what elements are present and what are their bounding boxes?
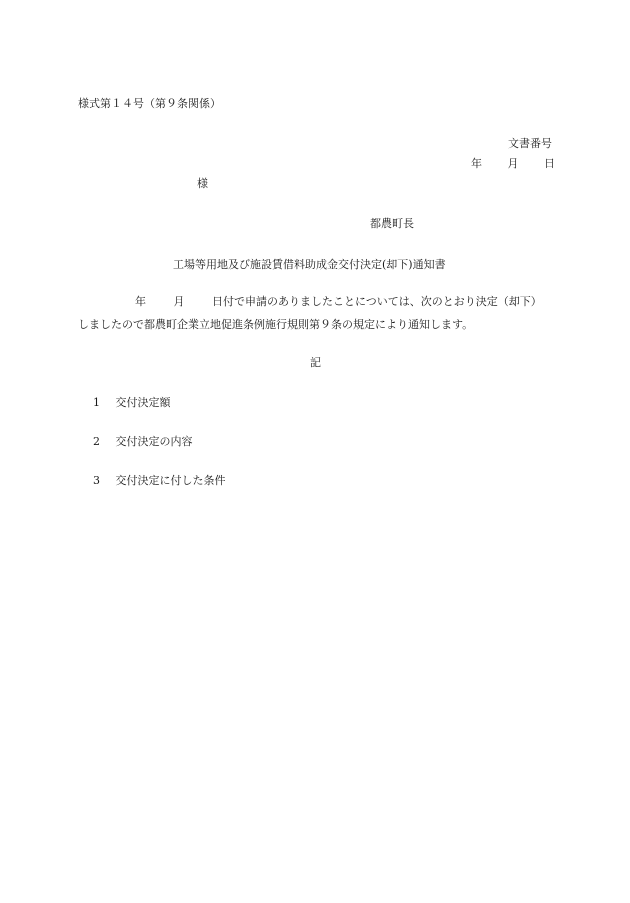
date-month: 月	[507, 157, 519, 170]
list-item	[93, 436, 193, 447]
item-number: 1	[93, 396, 100, 409]
document-number-label: 文書番号	[508, 137, 552, 150]
addressee-suffix: 様	[197, 177, 208, 190]
item-number: 2	[93, 435, 100, 448]
item-label: 交付決定の内容	[115, 435, 193, 448]
item-number: 3	[93, 474, 100, 487]
form-number: 様式第１４号（第９条関係）	[78, 97, 221, 110]
item-label: 交付決定に付した条件	[115, 474, 226, 487]
document-title: 工場等用地及び施設賃借料助成金交付決定(却下)通知書	[173, 258, 446, 271]
item-label: 交付決定額	[115, 396, 171, 409]
list-item	[93, 475, 226, 486]
issuer-name: 都農町長	[370, 217, 414, 230]
body-month: 月	[173, 295, 185, 308]
issue-date	[471, 158, 555, 169]
body-line-1	[135, 296, 542, 307]
ki-heading: 記	[310, 356, 321, 369]
date-year: 年	[471, 157, 482, 170]
date-day: 日	[544, 157, 555, 170]
list-item	[93, 397, 171, 408]
body-line-2: しましたので都農町企業立地促進条例施行規則第９条の規定により通知します。	[78, 318, 474, 331]
body-year: 年	[135, 295, 146, 308]
body-line-1-text: 日付で申請のありましたことについては、次のとおり決定（却下）	[212, 295, 542, 308]
